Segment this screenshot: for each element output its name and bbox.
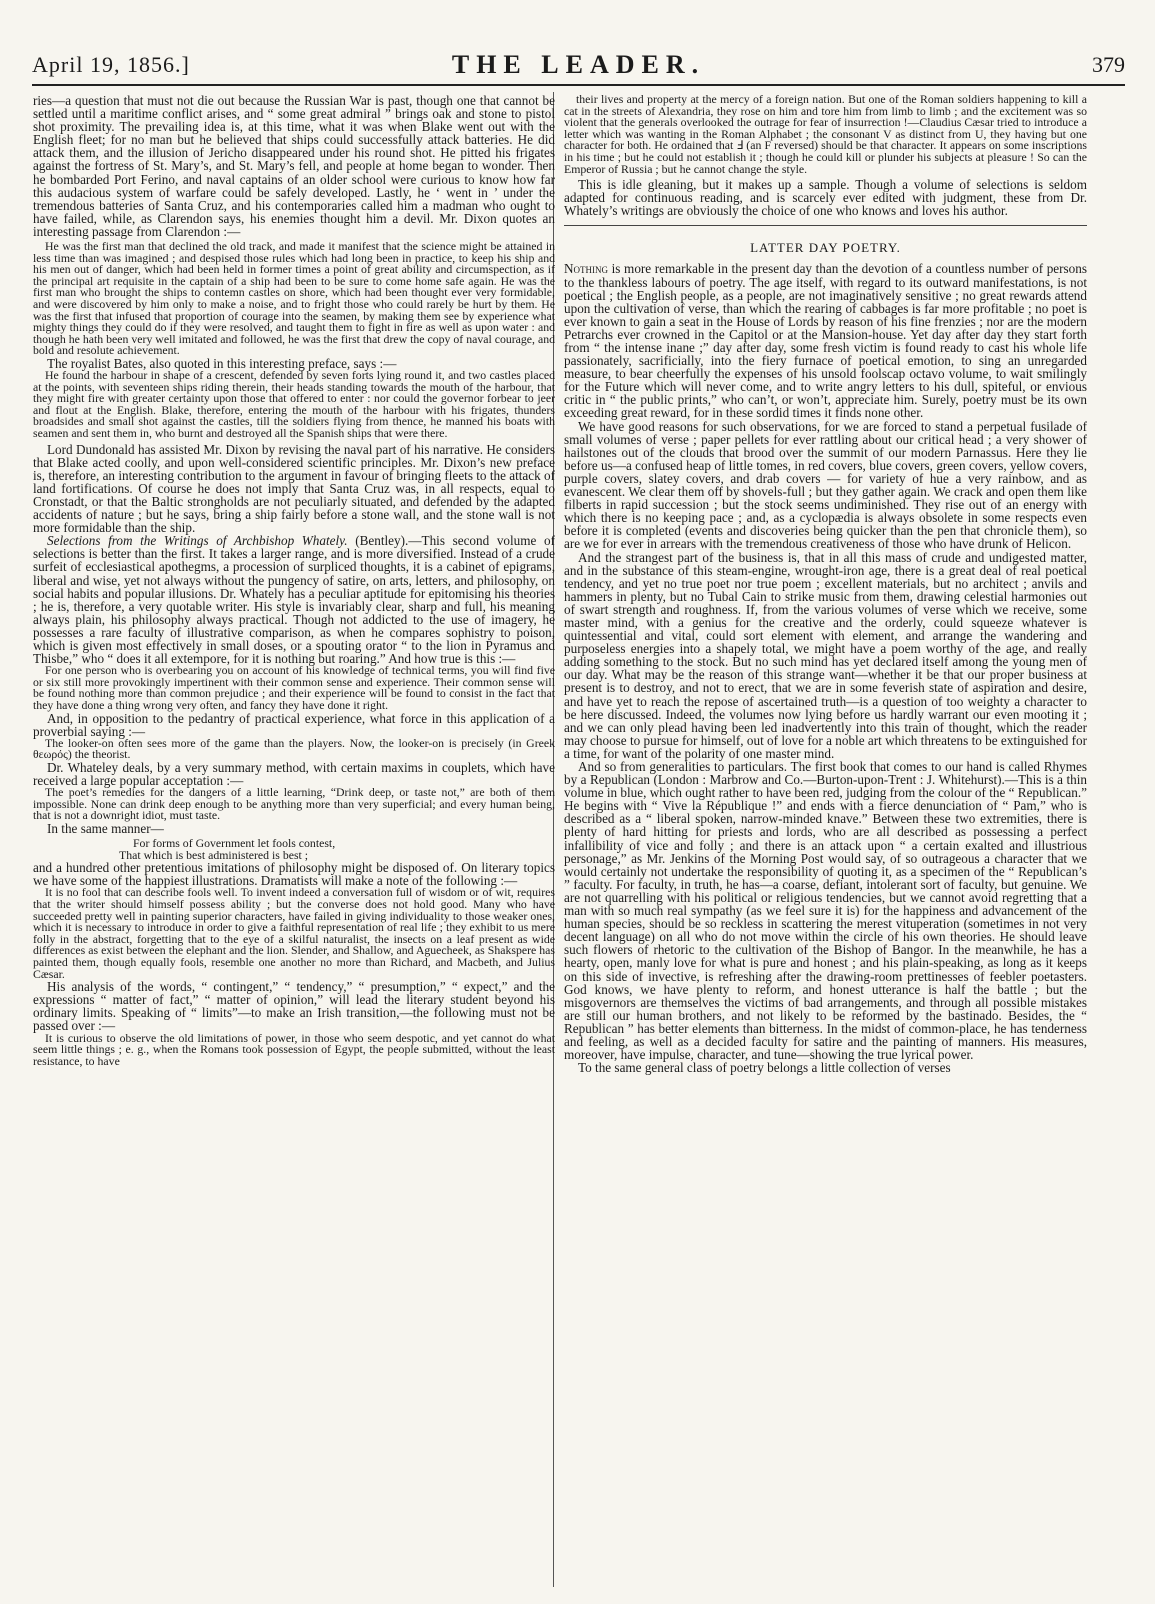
paragraph: Dr. Whateley deals, by a very summary method, with certain maxims in couplets, which have received a large popular acceptation :— [33, 759, 555, 789]
paragraph: Lord Dundonald has assisted Mr. Dixon by revising the naval part of his narrative. He considers that Blake acted coolly, and upon well-considered scientific principles. Mr. Dixon’s new preface is, therefore, an interesting contribution to the argument in favour of bringing fleets to the attack of land fortifications. Of course he does not imply that Santa Cruz was, in all respects, equal to Cronstadt, or that the Baltic strongholds are not peculiarly situated, and defended by the adapted accidents of nature ; but he says, bring a ship fairly before a stone wall, and the stone wall is not more formidable than the ship. [33, 441, 555, 536]
paragraph: ries—a question that must not die out because the Russian War is past, though one that cannot be settled until a maritime conflict arises, and “ some great admiral ” brings oak and stone to pistol shot proximity. The prevailing idea is, at this time, what it was when Blake went out with the English fleet; for no man but he believed that ships could successfully attack batteries. He did attack them, and the illusion of Jericho disappeared under his round shot. He pitted his frigates against the fortress of St. Mary’s, and St. Mary’s fell, and people at home began to wonder. Then he bombarded Port Ferino, and naval captains of an older school were curious to know how far this audacious system of warfare could be safely developed. Lastly, he ‘ went in ’ under the tremendous batteries of Santa Cruz, and his contemporaries called him a madman who ought to have failed, while, as Clarendon says, his enemies thought him a devil. Mr. Dixon quotes an interesting passage from Clarendon :— [33, 94, 555, 239]
left-column [33, 94, 555, 1584]
review-text: (Bentley).—This second volume of selections is better than the first. It takes a larger range, and is more diversified. Instead of a crude surfeit of ecclesiastical apothegms, a procession of surpliced thoughts, it is a cabinet of epigrams, liberal and wise, yet not always without the pungency of satire, on arts, letters, and philosophy, on social habits and popular illusions. Dr. Whately has a peculiar aptitude for epitomising his theories ; he is, therefore, a very quotable writer. His style is invariably clear, sharp and full, his meaning always plain, his philosophy always practical. Though not addicted to the use of imagery, he possesses a rare faculty of illustrative comparison, as when he compares sophistry to poison, which is given most effectively in small doses, or a spouting orator “ to the lion in Pyramus and Thisbe,” who “ does it all extempore, for it is nothing but roaring.” And how true is this :— [33, 533, 555, 667]
paragraph: and a hundred other pretentious imitations of philosophy might be disposed of. On literary topics we have some of the happiest illustrations. Dramatists will make a note of the following :— [33, 860, 555, 889]
lead-word: Nothing [564, 261, 609, 277]
paragraph: The royalist Bates, also quoted in this interesting preface, says :— [47, 355, 397, 371]
quotation: He was the first man that declined the old track, and made it manifest that the science might be attained in less time than was imagined ; and despised those rules which had long been in practice, to keep his ship and his men out of danger, which had been held in former times a point of great ability and circumspection, as if the principal art requisite in the captain of a ship had been to be sure to come home safe again. He was the first man who brought the ships to contemn castles on shore, which had been thought ever very formidable, and were discovered by him only to make a noise, and to fright those who could rarely be hurt by them. He was the first that infused that proportion of courage into the seamen, by making them see by experience what mighty things they could do if they were resolved, and taught them to fight in fire as well as upon water : and though he hath been very well imitated and followed, he was the first that drew the copy of naval courage, and bold and resolute achievement. [33, 239, 555, 358]
verse-line: For forms of Government let fools contest, [133, 836, 336, 851]
paragraph: And so from generalities to particulars. The first book that comes to our hand is called Rhymes by a Republican (London : Marbrow and Co.—Burton-upon-Trent : J. Whitehurst).—This is a thin volume in blue, which ought rather to have been red, judging from the colour of the “ Republican.” He begins with “ Vive la République !” and ends with a fierce denunciation of “ Pam,” who is described as a “ liberal spoken, narrow-minded knave.” Between these two extremities, there is plenty of hard hitting for priests and lords, who are all described as possessing a perfect infallibility of vice and folly ; and there is an attack upon “ a certain exalted and illustrious personage,” as Mr. Jenkins of the Morning Post would say, of so outrageous a character that we would certainly not undertake the responsibility of quoting it, as a specimen of the “ Republican’s ” faculty. For faculty, in truth, he has—a coarse, defiant, intolerant sort of faculty, but genuine. We are not quarrelling with his political or religious tendencies, but we cannot avoid regretting that a man with so much real sympathy (as we feel sure it is) for the happiness and advancement of the human species, should be so reckless in scattering the merest vituperation (sometimes in not very decent language) on all who do not move within the circle of his own theories. He should leave such flowers of rhetoric to the cultivation of the Bishop of Bangor. In the meanwhile, he has a hearty, open, manly love for what is pure and honest ; and his plain-speaking, as long as it keeps on this side of invective, is refreshing after the drawing-room prettinesses of feebler poetasters. God knows, we have plenty to reform, and honest utterance is half the battle ; but the misgovernors are themselves the victims of bad arrangements, and through all possible mistakes are still our human brothers, and not likely to be reformed by the bastinado. Besides, the “ Republican ” has better elements than bitterness. In the midst of common-place, he has tenderness and feeling, as well as a decided faculty for satire and the painting of manners. His measures, moreover, have impulse, character, and tune—showing the true lyrical power. [564, 759, 1087, 1063]
quotation: He found the harbour in shape of a crescent, defended by seven forts lying round it, and two castles placed at the points, with seventeen ships riding therein, their heads standing towards the mouth of the harbour, that they might fire with greater certainty upon those that offered to enter : nor could the governor forbear to jeer and flout at the English. Blake, therefore, entering the mouth of the harbour with his frigates, thunders broadsides and small shot against the castles, till the soldiers flying from thence, he manned his boats with seamen and sent them in, who burnt and destroyed all the Spanish ships that were there. [33, 368, 555, 441]
paragraph [564, 262, 1087, 419]
paragraph: And the strangest part of the business is, that in all this mass of crude and undigested matter, and in the substance of this steam-engine, wrought-iron age, there is a great deal of real poetical tendency, and yet no true poet nor true poem ; excellent materials, but no architect ; anvils and hammers in plenty, but no Tubal Cain to strike music from them, drawing celestial harmonies out of swart strength and roughness. If, from the various volumes of verse which we receive, some master mind, with a genius for the creative and the orderly, could squeeze whatever is quintessential and vital, could sort element with element, and arrange the wandering and purposeless energies into a shapely total, we might have a poem worthy of the age, and really adding something to the stock. But no such mind has yet declared itself among the young men of our day. What may be the reason of this strange want—whether it be that our proper business at present is to destroy, and not to erect, that we are in some feverish state of aspiration and desire, and have yet to reach the repose of ascertained truth—is a question of too weighty a character to be here discussed. Indeed, the volumes now lying before us hardly warrant our even mooting it ; and we can only plead having been led inadvertently into this train of thought, which the reader may choose to pursue for himself, out of love for a noble art which threatens to be extinguished for a time, for want of the polarity of one master mind. [564, 549, 1087, 761]
quotation: The looker-on often sees more of the game than the players. Now, the looker-on is precisely (in Greek θεωρός) the theorist. [33, 735, 555, 762]
verse-line: That which is best administered is best ; [119, 847, 309, 862]
paragraph-text: is more remarkable in the present day than the devotion of a countless number of persons to the thankless labours of poetry. The age itself, with regard to its outward manifestations, is not poetical ; the English people, as a people, are not imaginatively sensitive ; no great rewards attend upon the cultivation of verse, than which the rearing of cabbages is far more profitable ; no poet is ever known to gain a seat in the House of Lords by reason of his fine frenzies ; nor are the modern Petrarchs ever crowned in the Capitol or at the Mansion-house. Yet day after day they start forth from “ the intense inane ;” day after day, some fresh victim is found ready to cast his whole life passionately, sacrificially, into the fiery furnace of poetical emotion, to sing an unregarded measure, to bear cheerfully the expenses of his unsold foolscap octavo volume, to wait smilingly for the Future which will never come, and to write angry letters to his dull, spiteful, or envious critic in “ the public prints,” who can’t, or won’t, appreciate him. Surely, poetry must be its own exceeding great reward, for in these sordid times it finds none other. [564, 261, 1087, 421]
paragraph: In the same manner— [47, 820, 164, 836]
section-rule [564, 225, 1087, 226]
quotation: The poet’s remedies for the dangers of a little learning, “Drink deep, or taste not,” are both of them impossible. None can drink deep enough to be anything more than very superficial; and every human being, that is not a downright idiot, must taste. [33, 785, 555, 823]
quotation: For one person who is overbearing you on account of his knowledge of technical terms, you will find five or six still more provokingly impertinent with their common sense and experience. Their common sense will be found nothing more than common prejudice ; and their experience will be found to consist in the fact that they have done a thing wrong very often, and fancy they have done it right. [33, 663, 555, 712]
paragraph: And, in opposition to the pedantry of practical experience, what force in this application of a proverbial saying :— [33, 710, 555, 739]
quotation: It is no fool that can describe fools well. To invent indeed a conversation full of wisdom or of wit, requires that the writer should himself possess ability ; but the converse does not hold good. Many who have succeeded pretty well in painting superior characters, have failed in giving individuality to those weaker ones, which it is necessary to introduce in order to give a faithful representation of real life ; they exhibit to us mere folly in the abstract, forgetting that to the eye of a skilful naturalist, the insects on a leaf present as wide differences as exist between the elephant and the lion. Slender, and Shallow, and Aguecheek, as Shakspere has painted them, though equally fools, resemble one another no more than Richard, and Macbeth, and Julius Cæsar. [33, 885, 555, 981]
quotation: It is curious to observe the old limitations of power, in those who seem despotic, and yet cannot do what seem little things ; e. g., when the Romans took possession of Egypt, the people submitted, without the least resistance, to have [33, 1030, 555, 1068]
review-paragraph [33, 534, 555, 665]
issue-date: April 19, 1856.] [32, 52, 190, 77]
page-number: 379 [1092, 52, 1125, 77]
masthead-title: THE LEADER. [451, 50, 706, 79]
page-header [32, 48, 1125, 86]
paragraph: We have good reasons for such observations, for we are forced to stand a perpetual fusilade of small volumes of verse ; paper pellets for ever rattling about our critical head ; a very shower of hailstones out of the clouds that brood over the summit of our modern Parnassus. Here they lie before us—a confused heap of little tomes, in red covers, blue covers, green covers, yellow covers, purple covers, slatey covers, and drab covers — for variety of hue a very rainbow, and as evanescent. We clear them off by shovels-full ; but they gather again. We crack and open them like filberts in rapid succession ; but the stock seems undiminished. They rise out of an energy with which there is no keeping pace ; and, as a cyclopædia is always obsolete in some respects even before it is completed (events and discoveries being quicker than the pen that chronicle them), so are we for ever in arrears with the tremendous creativeness of those who have drunk of Helicon. [564, 418, 1087, 552]
quotation: their lives and property at the mercy of a foreign nation. But one of the Roman soldiers happening to kill a cat in the streets of Alexandria, they rose on him and tore him from limb to limb ; and the excitement was so violent that the generals overlooked the outrage for fear of insurrection !—Claudius Cæsar tried to introduce a letter which was wanting in the Roman Alphabet ; the consonant V as distinct from U, they having but one character for both. He ordained that Ⅎ (an F reversed) should be that character. It appears on some inscriptions in his time ; but he could not establish it ; though he could kill or plunder his subjects at pleasure ! So can the Emperor of Russia ; but he cannot change the style. [564, 94, 1087, 176]
section-heading: LATTER DAY POETRY. [750, 240, 901, 256]
right-column [564, 94, 1087, 1584]
book-title: Selections from the Writings of Archbishop Whately. [47, 533, 348, 549]
paragraph: To the same general class of poetry belongs a little collection of verses [578, 1060, 951, 1076]
paragraph: This is idle gleaning, but it makes up a sample. Though a volume of selections is seldom adapted for continuous reading, and is scarcely ever edited with judgment, these from Dr. Whately’s writings are obviously the choice of one who knows and loves his author. [564, 177, 1087, 219]
paragraph: His analysis of the words, “ contingent,” “ tendency,” “ presumption,” “ expect,” and the expressions “ matter of fact,” “ matter of opinion,” will lead the literary student beyond his ordinary limits. Speaking of “ limits”—to make an Irish transition,—the following must not be passed over :— [33, 979, 555, 1034]
